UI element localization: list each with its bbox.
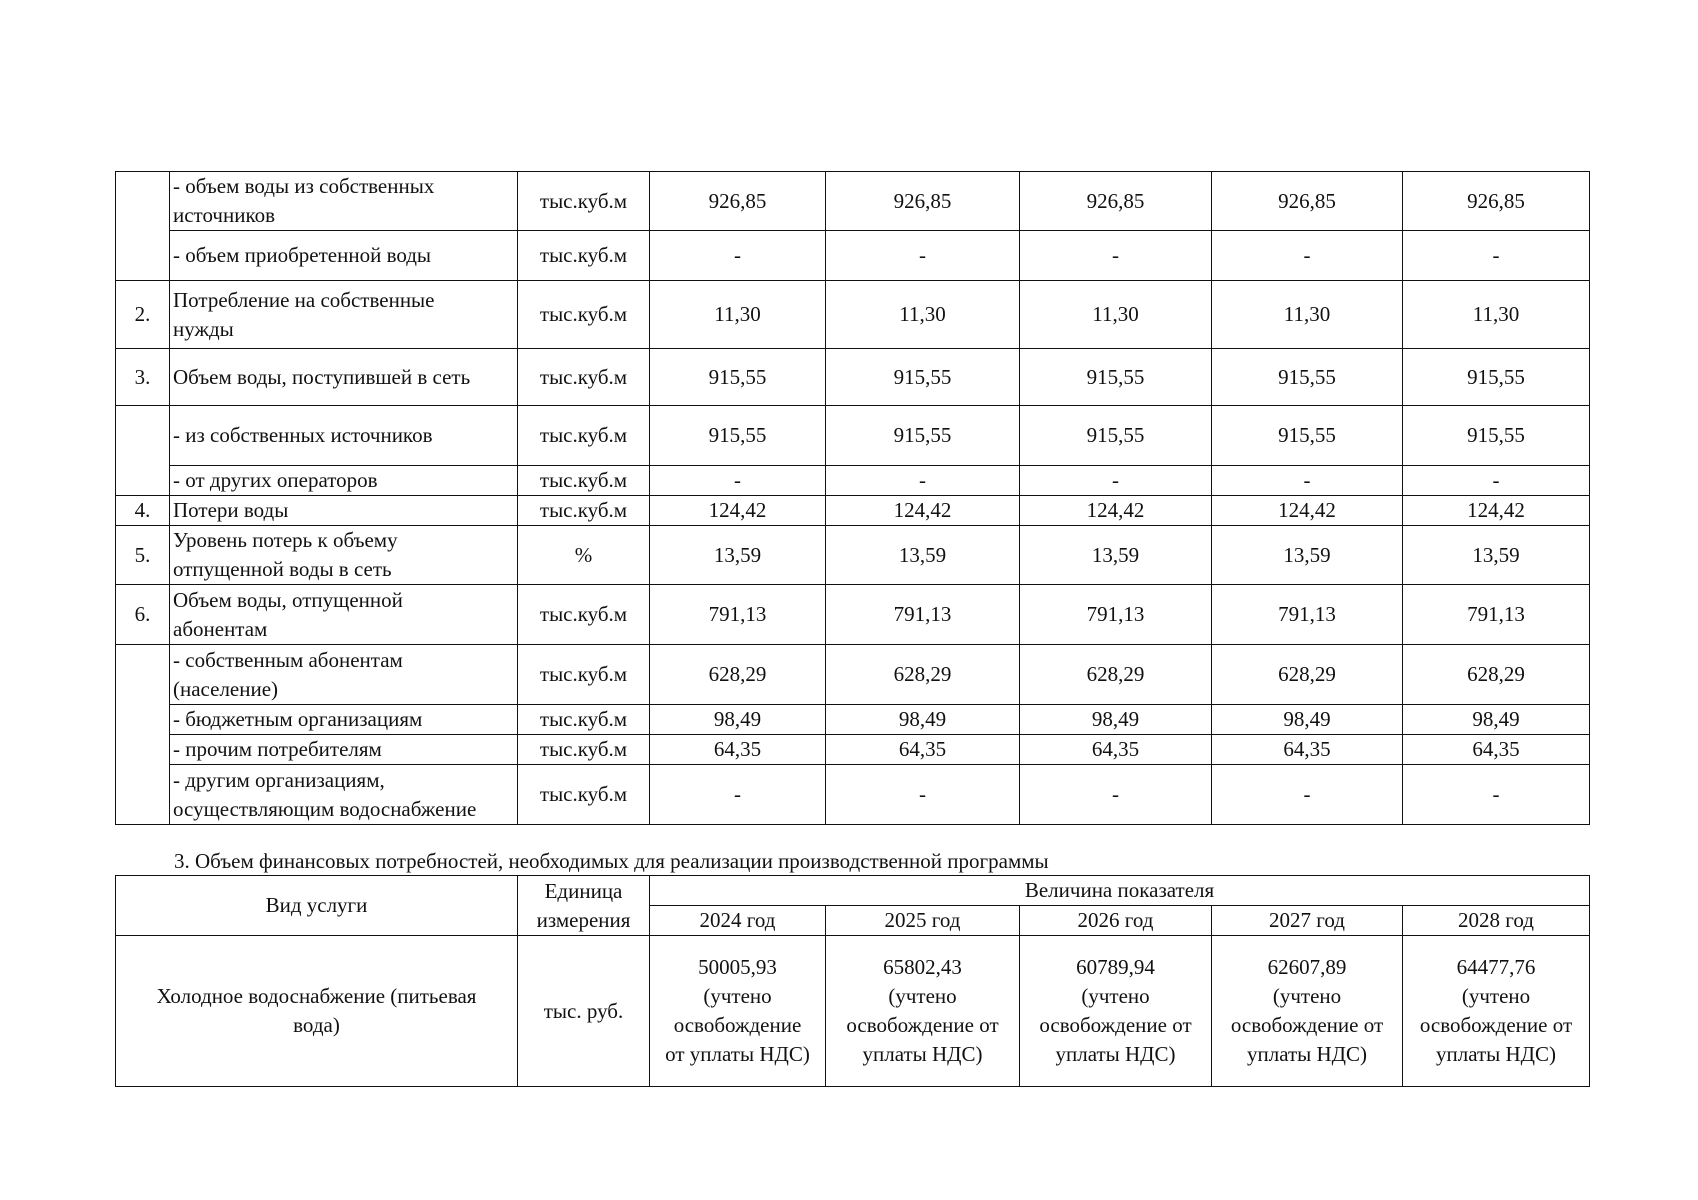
header-year-2027: 2027 год	[1212, 906, 1403, 936]
cell-value-2027: -	[1212, 466, 1403, 496]
cell-value-2026: -	[1020, 765, 1212, 825]
header-year-2026: 2026 год	[1020, 906, 1212, 936]
cell-value-2024: 915,55	[650, 349, 826, 406]
cell-value-2026: 791,13	[1020, 585, 1212, 645]
cell-value-2026: -	[1020, 466, 1212, 496]
cell-value-2024: 915,55	[650, 406, 826, 466]
row-unit: тыс.куб.м	[518, 496, 650, 526]
header-year-2028: 2028 год	[1403, 906, 1590, 936]
cell-value-2028: 64477,76 (учтено освобождение от уплаты НДС)	[1403, 936, 1590, 1087]
cell-value-2027: 915,55	[1212, 406, 1403, 466]
cell-value-2027: 124,42	[1212, 496, 1403, 526]
cell-value-2024: 13,59	[650, 526, 826, 585]
table-row	[116, 645, 1590, 705]
cell-value-2024: -	[650, 765, 826, 825]
row-label: Потери воды	[170, 496, 518, 526]
cell-value-2027: 11,30	[1212, 281, 1403, 349]
cell-value-2027: 62607,89 (учтено освобождение от уплаты НДС)	[1212, 936, 1403, 1087]
cell-value-2026: 98,49	[1020, 705, 1212, 735]
cell-value-2024: 628,29	[650, 645, 826, 705]
cell-value-2025: -	[826, 765, 1020, 825]
cell-value-2025: 65802,43 (учтено освобождение от уплаты НДС)	[826, 936, 1020, 1087]
cell-value-2025: -	[826, 466, 1020, 496]
table-row	[116, 406, 1590, 466]
cell-value-2027: 64,35	[1212, 735, 1403, 765]
cell-value-2026: 915,55	[1020, 349, 1212, 406]
cell-value-2026: 124,42	[1020, 496, 1212, 526]
row-number: 5.	[116, 526, 170, 585]
table-row	[116, 705, 1590, 735]
cell-value-2026: 13,59	[1020, 526, 1212, 585]
cell-value-2025: 915,55	[826, 349, 1020, 406]
header-unit: Единица измерения	[518, 876, 650, 936]
service-unit: тыс. руб.	[518, 936, 650, 1087]
table-row	[116, 936, 1590, 1087]
row-number: 4.	[116, 496, 170, 526]
row-unit: тыс.куб.м	[518, 281, 650, 349]
row-label: - объем воды из собственных источников	[170, 172, 518, 231]
cell-value-2028: -	[1403, 765, 1590, 825]
cell-value-2024: 124,42	[650, 496, 826, 526]
cell-value-2026: -	[1020, 231, 1212, 281]
header-row	[116, 876, 1590, 906]
table-row	[116, 526, 1590, 585]
cell-value-2028: 13,59	[1403, 526, 1590, 585]
header-service: Вид услуги	[116, 876, 518, 936]
table-row	[116, 281, 1590, 349]
cell-value-2025: 791,13	[826, 585, 1020, 645]
row-unit: тыс.куб.м	[518, 349, 650, 406]
cell-value-2028: 915,55	[1403, 406, 1590, 466]
row-unit: тыс.куб.м	[518, 705, 650, 735]
cell-value-2027: -	[1212, 231, 1403, 281]
cell-value-2024: 50005,93 (учтено освобождение от уплаты НДС)	[650, 936, 826, 1087]
cell-value-2028: 98,49	[1403, 705, 1590, 735]
cell-value-2026: 60789,94 (учтено освобождение от уплаты НДС)	[1020, 936, 1212, 1087]
cell-value-2025: 64,35	[826, 735, 1020, 765]
cell-value-2027: 98,49	[1212, 705, 1403, 735]
cell-value-2025: 98,49	[826, 705, 1020, 735]
table-row	[116, 172, 1590, 231]
cell-value-2026: 628,29	[1020, 645, 1212, 705]
row-unit: тыс.куб.м	[518, 765, 650, 825]
cell-value-2025: 915,55	[826, 406, 1020, 466]
cell-value-2027: 926,85	[1212, 172, 1403, 231]
row-unit: тыс.куб.м	[518, 735, 650, 765]
row-label: - из собственных источников	[170, 406, 518, 466]
table-row	[116, 735, 1590, 765]
row-unit: тыс.куб.м	[518, 645, 650, 705]
cell-value-2024: 926,85	[650, 172, 826, 231]
row-label: Уровень потерь к объему отпущенной воды в сеть	[170, 526, 518, 585]
row-number	[116, 172, 170, 281]
row-label: - объем приобретенной воды	[170, 231, 518, 281]
section-caption: 3. Объем финансовых потребностей, необходимых для реализации производственной программы	[174, 849, 1049, 873]
table-row	[116, 349, 1590, 406]
row-number	[116, 406, 170, 496]
row-unit: тыс.куб.м	[518, 585, 650, 645]
table-row	[116, 585, 1590, 645]
cell-value-2026: 64,35	[1020, 735, 1212, 765]
indicators-table	[115, 171, 1590, 825]
cell-value-2025: -	[826, 231, 1020, 281]
header-value: Величина показателя	[650, 876, 1590, 906]
service-name: Холодное водоснабжение (питьевая вода)	[116, 936, 518, 1087]
cell-value-2028: 64,35	[1403, 735, 1590, 765]
cell-value-2027: 791,13	[1212, 585, 1403, 645]
header-year-2025: 2025 год	[826, 906, 1020, 936]
cell-value-2027: 915,55	[1212, 349, 1403, 406]
row-unit: тыс.куб.м	[518, 406, 650, 466]
table-row	[116, 466, 1590, 496]
row-unit: тыс.куб.м	[518, 466, 650, 496]
cell-value-2025: 11,30	[826, 281, 1020, 349]
row-label: Объем воды, поступившей в сеть	[170, 349, 518, 406]
cell-value-2028: -	[1403, 231, 1590, 281]
row-label: - от других операторов	[170, 466, 518, 496]
row-number: 6.	[116, 585, 170, 645]
cell-value-2028: 915,55	[1403, 349, 1590, 406]
row-label: Потребление на собственные нужды	[170, 281, 518, 349]
cell-value-2027: 628,29	[1212, 645, 1403, 705]
table-row	[116, 765, 1590, 825]
cell-value-2028: 628,29	[1403, 645, 1590, 705]
cell-value-2024: -	[650, 466, 826, 496]
cell-value-2024: 98,49	[650, 705, 826, 735]
cell-value-2028: 926,85	[1403, 172, 1590, 231]
cell-value-2028: -	[1403, 466, 1590, 496]
finance-table	[115, 875, 1590, 1087]
cell-value-2024: 11,30	[650, 281, 826, 349]
table-row	[116, 496, 1590, 526]
row-label: - другим организациям, осуществляющим водоснабжение	[170, 765, 518, 825]
cell-value-2026: 915,55	[1020, 406, 1212, 466]
cell-value-2028: 791,13	[1403, 585, 1590, 645]
cell-value-2027: -	[1212, 765, 1403, 825]
row-number: 3.	[116, 349, 170, 406]
row-label: Объем воды, отпущенной абонентам	[170, 585, 518, 645]
row-label: - бюджетным организациям	[170, 705, 518, 735]
row-unit: тыс.куб.м	[518, 172, 650, 231]
cell-value-2028: 124,42	[1403, 496, 1590, 526]
cell-value-2026: 926,85	[1020, 172, 1212, 231]
row-label: - прочим потребителям	[170, 735, 518, 765]
cell-value-2026: 11,30	[1020, 281, 1212, 349]
cell-value-2025: 628,29	[826, 645, 1020, 705]
table-row	[116, 231, 1590, 281]
cell-value-2024: 791,13	[650, 585, 826, 645]
row-label: - собственным абонентам (население)	[170, 645, 518, 705]
cell-value-2025: 13,59	[826, 526, 1020, 585]
cell-value-2028: 11,30	[1403, 281, 1590, 349]
row-unit: %	[518, 526, 650, 585]
cell-value-2024: 64,35	[650, 735, 826, 765]
cell-value-2025: 124,42	[826, 496, 1020, 526]
header-year-2024: 2024 год	[650, 906, 826, 936]
row-number	[116, 645, 170, 825]
row-unit: тыс.куб.м	[518, 231, 650, 281]
cell-value-2025: 926,85	[826, 172, 1020, 231]
row-number: 2.	[116, 281, 170, 349]
cell-value-2024: -	[650, 231, 826, 281]
cell-value-2027: 13,59	[1212, 526, 1403, 585]
